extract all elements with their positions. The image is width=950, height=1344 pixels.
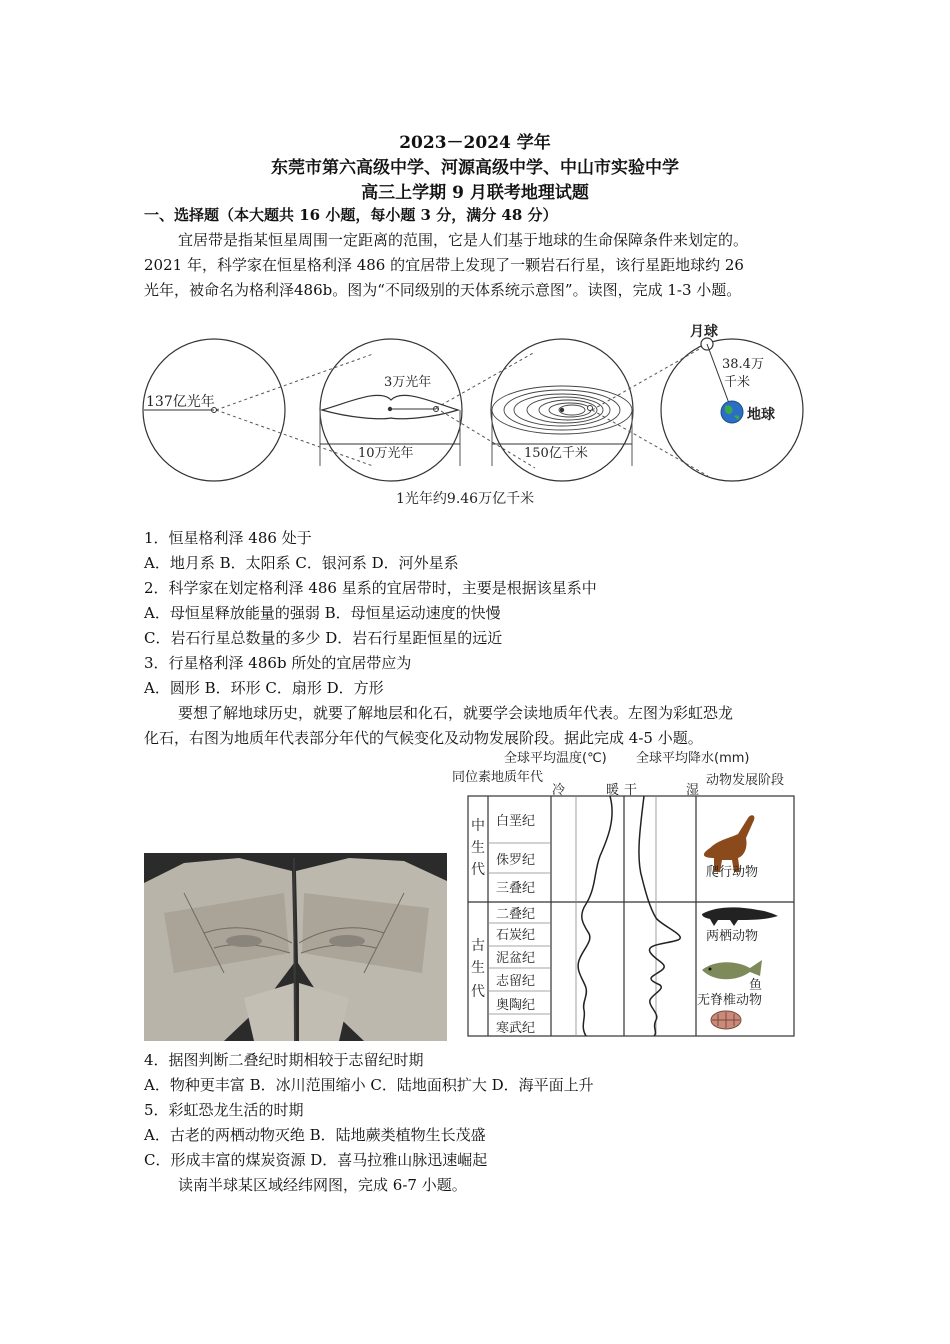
year-title: 2023－2024 学年 [399,133,551,153]
animal-amphibian: 两栖动物 [706,929,759,944]
period-ordovician: 奥陶纪 [496,998,536,1013]
period-silurian: 志留纪 [496,974,536,989]
q3-stem: 3．行星格利泽 486b 所处的宜居带应为 [144,654,412,672]
q5-options-1: A．古老的两栖动物灭绝 B．陆地蕨类植物生长茂盛 [144,1126,486,1144]
intro2-line-1: 要想了解地球历史，就要了解地层和化石，就要学会读地质年代表。左图为彩虹恐龙 [178,704,734,722]
intro-line-3: 光年，被命名为格利泽486b。图为“不同级别的天体系统示意图”。读图，完成 1-3 小题。 [144,281,742,299]
era-paleo-1: 古 [471,938,485,954]
q5-stem: 5．彩虹恐龙生活的时期 [144,1101,304,1119]
temperature-curve [578,796,612,1036]
period-permian: 二叠纪 [496,907,536,922]
figure1-caption: 1光年约9.46万亿千米 [396,491,535,507]
q2-stem: 2．科学家在划定格利泽 486 星系的宜居带时，主要是根据该星系中 [144,579,597,597]
era-paleo-2: 生 [471,960,485,976]
rainbow-dinosaur-fossil-photo [144,853,447,1041]
temp-column-label: 全球平均温度(℃) [504,751,607,766]
rain-column-label: 全球平均降水(mm) [636,751,750,766]
q4-stem: 4．据图判断二叠纪时期相较于志留纪时期 [144,1051,424,1069]
solar-width-label: 150亿千米 [524,446,588,461]
q3-options: A．圆形 B．环形 C．扇形 D．方形 [144,679,384,697]
distance-label-2: 千米 [724,375,751,390]
era-meso-2: 生 [471,840,485,856]
celestial-systems-figure [140,320,820,515]
intro-line-2: 2021 年，科学家在恒星格利泽 486 的宜居带上发现了一颗岩石行星，该行星距地球约 26 [144,256,744,274]
intro2-line-2: 化石，右图为地质年代表部分年代的气候变化及动物发展阶段。据此完成 4-5 小题。 [144,729,703,747]
period-cretaceous: 白垩纪 [496,814,536,829]
period-triassic: 三叠纪 [496,881,536,896]
era-meso-1: 中 [471,818,485,834]
animal-fish: 鱼 [749,978,763,993]
section-heading: 一、选择题（本大题共 16 小题，每小题 3 分，满分 48 分） [144,206,558,224]
exam-title: 高三上学期 9 月联考地理试题 [361,183,589,203]
precipitation-curve [639,796,680,1036]
dry-label: 干 [624,783,638,798]
distance-label-1: 38.4万 [722,357,764,372]
geologic-time-chart [448,748,804,1044]
galaxy-thickness-label: 3万光年 [384,375,432,390]
invertebrate-icon [711,1011,741,1029]
universe-label: 137亿光年 [146,394,215,410]
q4-options: A．物种更丰富 B．冰川范围缩小 C．陆地面积扩大 D．海平面上升 [144,1076,594,1094]
earth-label: 地球 [747,407,775,423]
wet-label: 湿 [686,783,700,798]
q2-options-1: A．母恒星释放能量的强弱 B．母恒星运动速度的快慢 [144,604,501,622]
period-cambrian: 寒武纪 [496,1021,536,1036]
period-jurassic: 侏罗纪 [496,853,536,868]
intro-line-1: 宜居带是指某恒星周围一定距离的范围，它是人们基于地球的生命保障条件来划定的。 [178,231,749,249]
outro-line: 读南半球某区域经纬网图，完成 6-7 小题。 [178,1176,467,1194]
q1-stem: 1．恒星格利泽 486 处于 [144,529,312,547]
q5-options-2: C．形成丰富的煤炭资源 D．喜马拉雅山脉迅速崛起 [144,1151,488,1169]
moon-label: 月球 [690,324,718,340]
q1-options: A．地月系 B．太阳系 C．银河系 D．河外星系 [144,554,459,572]
warm-label: 暖 [606,783,620,798]
era-column-label: 同位素地质年代 [452,770,544,785]
amphibian-icon [702,907,778,926]
fish-icon [702,960,762,979]
dinosaur-icon [704,815,755,872]
period-carboniferous: 石炭纪 [496,928,536,943]
animal-invertebrate: 无脊椎动物 [697,993,763,1008]
cold-label: 冷 [552,783,566,798]
era-meso-3: 代 [471,862,485,878]
era-paleo-3: 代 [471,984,485,1000]
schools-title: 东莞市第六高级中学、河源高级中学、中山市实验中学 [271,158,679,178]
animal-column-label: 动物发展阶段 [706,773,785,788]
animal-reptile: 爬行动物 [706,865,759,880]
galaxy-width-label: 10万光年 [358,446,414,461]
period-devonian: 泥盆纪 [496,951,536,966]
q2-options-2: C．岩石行星总数量的多少 D．岩石行星距恒星的远近 [144,629,503,647]
